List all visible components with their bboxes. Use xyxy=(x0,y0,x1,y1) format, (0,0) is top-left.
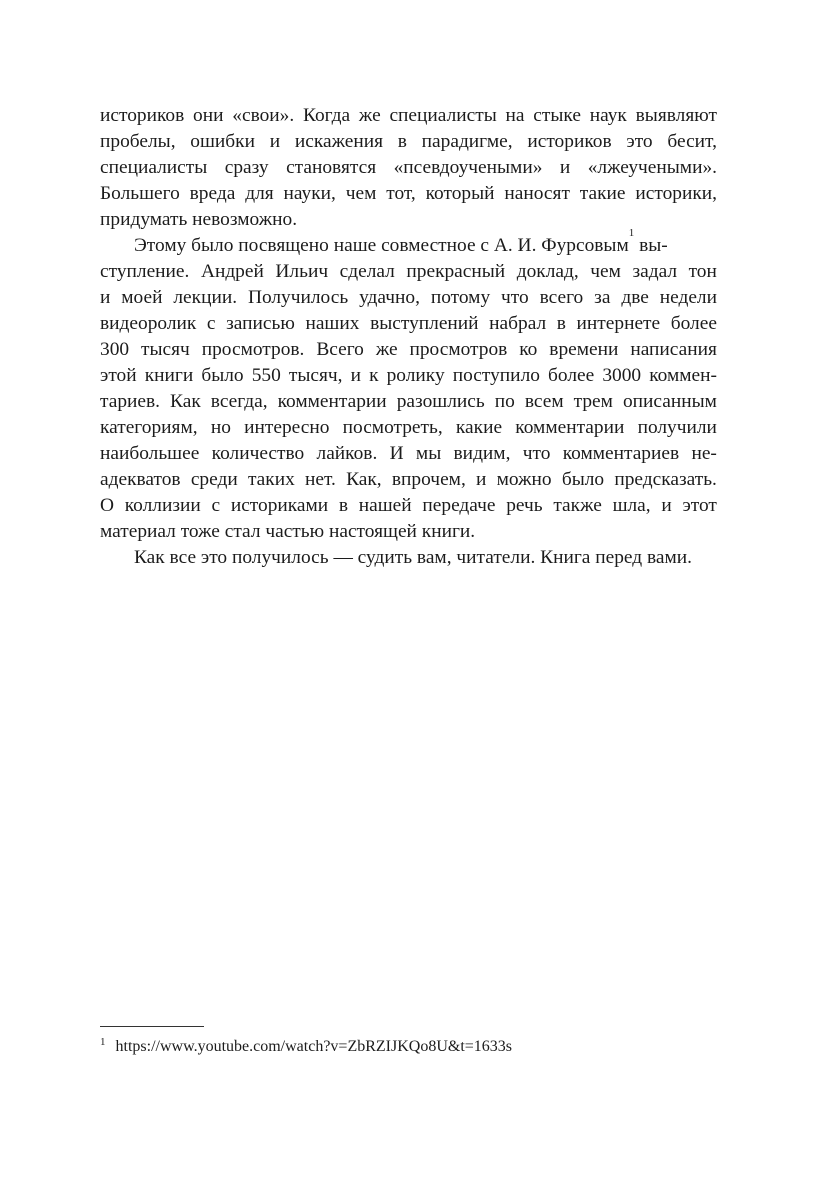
p1-line-1: историков они «свои». Когда же специалисты на стыке наук выявляют xyxy=(100,105,717,126)
p2-line-1-text: Этому было посвящено наше совместное с А. И. Фурсовым xyxy=(134,235,629,256)
p2-line-4: видеоролик с записью наших выступлений набрал в интернете более xyxy=(100,313,717,334)
footnote-number: 1 xyxy=(100,1035,106,1048)
p2-line-3: и моей лекции. Получилось удачно, потому что всего за две недели xyxy=(100,287,717,308)
p2-line-6: этой книги было 550 тысяч, и к ролику поступило более 3000 коммен- xyxy=(100,365,717,386)
p1-line-2: пробелы, ошибки и искажения в парадигме, историков это бесит, xyxy=(100,131,717,152)
footnote xyxy=(100,1036,512,1058)
p2-line-8: категориям, но интересно посмотреть, какие комментарии получили xyxy=(100,417,717,438)
p2-line-11: О коллизии с историками в нашей передаче речь также шла, и этот xyxy=(100,495,717,516)
footnote-divider xyxy=(100,1026,204,1027)
p2-line-2: ступление. Андрей Ильич сделал прекрасный доклад, чем задал тон xyxy=(100,261,717,282)
p2-line-10: адекватов среди таких нет. Как, впрочем, и можно было предсказать. xyxy=(100,469,717,490)
p2-line-12: материал тоже стал частью настоящей книги. xyxy=(100,521,476,542)
p1-line-4: Большего вреда для науки, чем тот, который наносят такие историки, xyxy=(100,183,717,204)
p2-line-9: наибольшее количество лайков. И мы видим, что комментариев не- xyxy=(100,443,717,464)
body-text xyxy=(100,103,717,571)
footnote-link[interactable]: https://www.youtube.com/watch?v=ZbRZIJKQo8U&t=1633s xyxy=(115,1038,513,1055)
p3-line-1: Как все это получилось — судить вам, читатели. Книга перед вами. xyxy=(134,547,693,568)
p2-line-7: тариев. Как всегда, комментарии разошлись по всем трем описанным xyxy=(100,391,717,412)
p2-line-1 xyxy=(100,227,717,259)
p2-line-5: 300 тысяч просмотров. Всего же просмотров ко времени написания xyxy=(100,339,717,360)
footnote-reference[interactable]: 1 xyxy=(628,227,635,239)
p1-line-3: специалисты сразу становятся «псевдоучеными» и «лжеучеными». xyxy=(100,157,717,178)
p1-line-5: придумать невозможно. xyxy=(100,209,298,230)
p2-line-1-tail: вы- xyxy=(634,235,668,256)
